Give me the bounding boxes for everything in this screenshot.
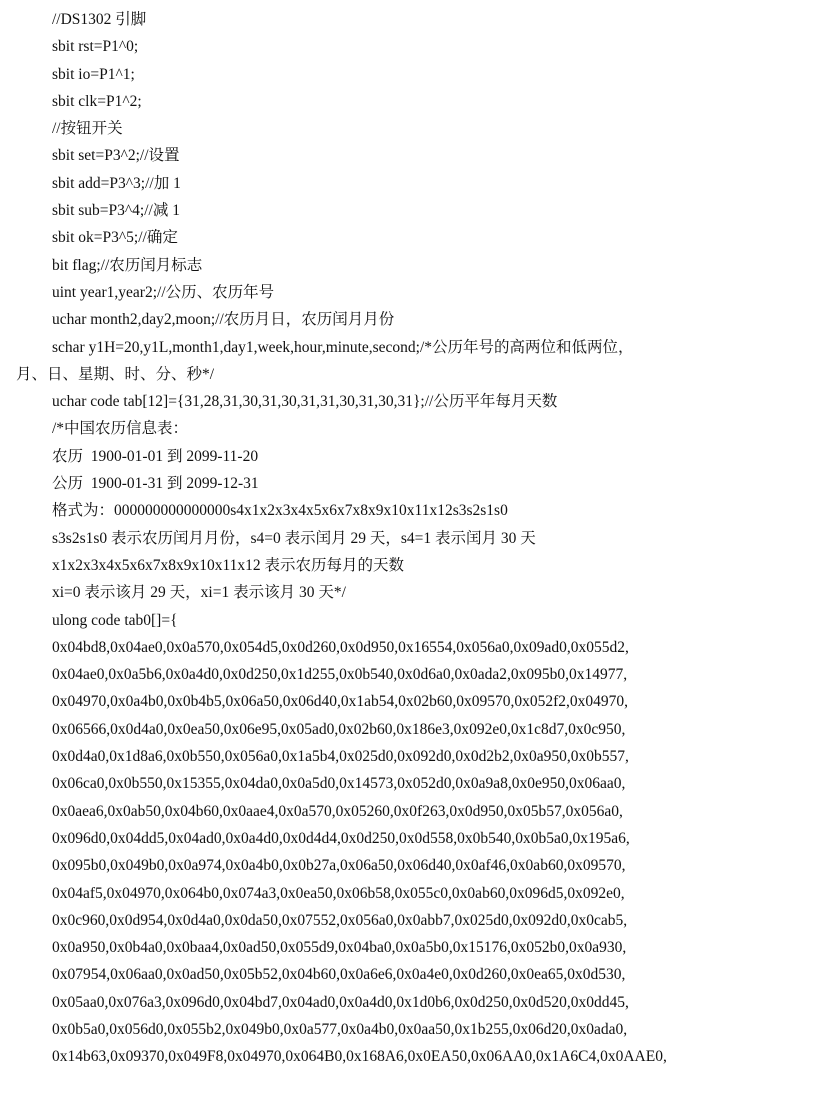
code-line: sbit add=P3^3;//加 1 bbox=[52, 174, 181, 192]
code-line: //按钮开关 bbox=[52, 120, 123, 138]
code-line: 公历 1900-01-31 到 2099-12-31 bbox=[52, 475, 259, 493]
code-line: 0x0b5a0,0x056d0,0x055b2,0x049b0,0x0a577,0x0a4b0,0x0aa50,0x1b255,0x06d20,0x0ada0, bbox=[52, 1020, 628, 1038]
code-line: 0x0d4a0,0x1d8a6,0x0b550,0x056a0,0x1a5b4,0x025d0,0x092d0,0x0d2b2,0x0a950,0x0b557, bbox=[52, 748, 629, 766]
code-line: 0x096d0,0x04dd5,0x04ad0,0x0a4d0,0x0d4d4,0x0d250,0x0d558,0x0b540,0x0b5a0,0x195a6, bbox=[52, 829, 630, 847]
code-line: 农历 1900-01-01 到 2099-11-20 bbox=[52, 447, 259, 465]
code-line: 0x0a950,0x0b4a0,0x0baa4,0x0ad50,0x055d9,0x04ba0,0x0a5b0,0x15176,0x052b0,0x0a930, bbox=[52, 939, 627, 957]
document-page bbox=[0, 6, 816, 1071]
code-line: sbit io=P1^1; bbox=[52, 65, 135, 83]
code-line: 0x04bd8,0x04ae0,0x0a570,0x054d5,0x0d260,0x0d950,0x16554,0x056a0,0x09ad0,0x055d2, bbox=[52, 638, 629, 656]
code-line: sbit sub=P3^4;//减 1 bbox=[52, 202, 180, 220]
code-line: x1x2x3x4x5x6x7x8x9x10x11x12 表示农历每月的天数 bbox=[52, 556, 405, 574]
code-line: /*中国农历信息表： bbox=[52, 420, 189, 438]
code-line: schar y1H=20,y1L,month1,day1,week,hour,minute,second;/*公历年号的高两位和低两位， bbox=[52, 338, 634, 356]
code-line: bit flag;//农历闰月标志 bbox=[52, 256, 203, 274]
code-line: 0x05aa0,0x076a3,0x096d0,0x04bd7,0x04ad0,0x0a4d0,0x1d0b6,0x0d250,0x0d520,0x0dd45, bbox=[52, 993, 629, 1011]
code-line: ulong code tab0[]={ bbox=[52, 611, 178, 629]
code-line: uint year1,year2;//公历、农历年号 bbox=[52, 283, 275, 301]
code-line: 0x0c960,0x0d954,0x0d4a0,0x0da50,0x07552,0x056a0,0x0abb7,0x025d0,0x092d0,0x0cab5, bbox=[52, 911, 628, 929]
code-line: 0x06566,0x0d4a0,0x0ea50,0x06e95,0x05ad0,0x02b60,0x186e3,0x092e0,0x1c8d7,0x0c950, bbox=[52, 720, 626, 738]
code-line: s3s2s1s0 表示农历闰月月份，s4=0 表示闰月 29 天，s4=1 表示闰月 30 天 bbox=[52, 529, 536, 547]
code-line: uchar code tab[12]={31,28,31,30,31,30,31,31,30,31,30,31};//公历平年每月天数 bbox=[52, 393, 558, 411]
code-line: uchar month2,day2,moon;//农历月日，农历闰月月份 bbox=[52, 311, 395, 329]
code-line: 月、日、星期、时、分、秒*/ bbox=[16, 365, 215, 383]
code-line: 0x04af5,0x04970,0x064b0,0x074a3,0x0ea50,0x06b58,0x055c0,0x0ab60,0x096d5,0x092e0, bbox=[52, 884, 625, 902]
code-line: 0x04970,0x0a4b0,0x0b4b5,0x06a50,0x06d40,0x1ab54,0x02b60,0x09570,0x052f2,0x04970, bbox=[52, 693, 629, 711]
code-line: sbit rst=P1^0; bbox=[52, 38, 139, 56]
code-line: 格式为：000000000000000s4x1x2x3x4x5x6x7x8x9x10x11x12s3s2s1s0 bbox=[52, 502, 508, 520]
code-line: sbit ok=P3^5;//确定 bbox=[52, 229, 178, 247]
code-line: 0x095b0,0x049b0,0x0a974,0x0a4b0,0x0b27a,0x06a50,0x06d40,0x0af46,0x0ab60,0x09570, bbox=[52, 857, 626, 875]
code-line: 0x14b63,0x09370,0x049F8,0x04970,0x064B0,0x168A6,0x0EA50,0x06AA0,0x1A6C4,0x0AAE0, bbox=[52, 1048, 667, 1066]
code-line: //DS1302 引脚 bbox=[52, 11, 147, 28]
code-line: 0x0aea6,0x0ab50,0x04b60,0x0aae4,0x0a570,0x05260,0x0f263,0x0d950,0x05b57,0x056a0, bbox=[52, 802, 623, 820]
code-line: 0x07954,0x06aa0,0x0ad50,0x05b52,0x04b60,0x0a6e6,0x0a4e0,0x0d260,0x0ea65,0x0d530, bbox=[52, 966, 626, 984]
code-line: 0x06ca0,0x0b550,0x15355,0x04da0,0x0a5d0,0x14573,0x052d0,0x0a9a8,0x0e950,0x06aa0, bbox=[52, 775, 626, 793]
code-line: xi=0 表示该月 29 天，xi=1 表示该月 30 天*/ bbox=[52, 584, 346, 602]
code-line: sbit clk=P1^2; bbox=[52, 92, 142, 110]
code-line: sbit set=P3^2;//设置 bbox=[52, 147, 180, 165]
code-line: 0x04ae0,0x0a5b6,0x0a4d0,0x0d250,0x1d255,0x0b540,0x0d6a0,0x0ada2,0x095b0,0x14977, bbox=[52, 666, 628, 684]
